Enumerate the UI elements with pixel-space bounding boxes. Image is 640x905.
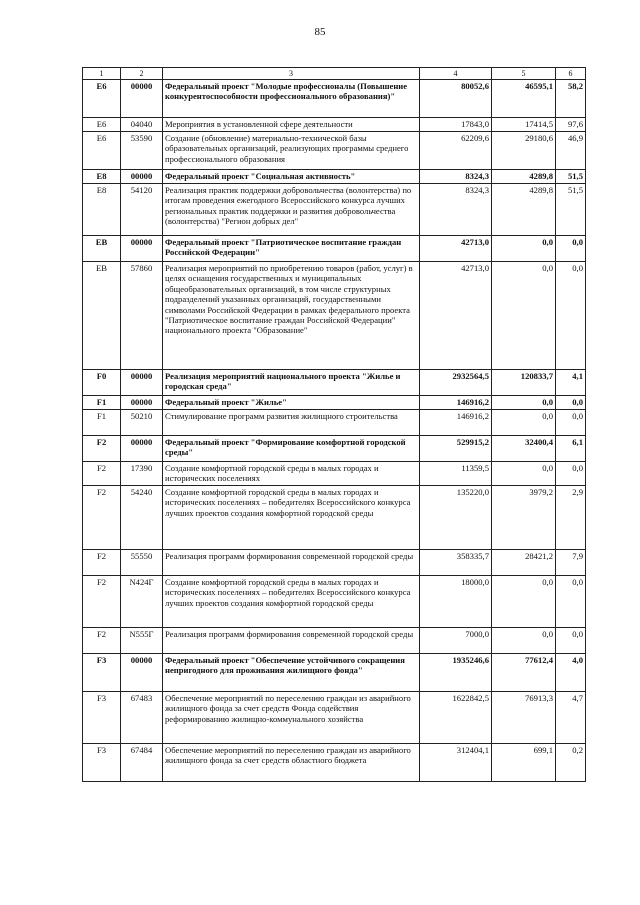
section-code-cell: F2: [83, 485, 121, 549]
item-name-cell: Создание комфортной городской среды в малых городах и исторических поселениях: [163, 462, 420, 486]
table-row: [83, 118, 586, 132]
execution-percent-cell: 4,1: [556, 370, 586, 396]
table-row: [83, 170, 586, 184]
planned-amount-cell: 146916,2: [420, 396, 492, 410]
section-code-cell: E8: [83, 170, 121, 184]
subsection-code-cell: 67484: [121, 743, 163, 781]
planned-amount-cell: 2932564,5: [420, 370, 492, 396]
section-code-cell: E6: [83, 118, 121, 132]
planned-amount-cell: 135220,0: [420, 485, 492, 549]
planned-amount-cell: 312404,1: [420, 743, 492, 781]
table-row: [83, 575, 586, 627]
item-name-cell: Создание (обновление) материально-технической базы образовательных организаций, реализующих программы среднего профессионального образования: [163, 132, 420, 170]
table-row: [83, 691, 586, 743]
table-body: [83, 80, 586, 782]
table-row: [83, 262, 586, 370]
table-row: [83, 549, 586, 575]
executed-amount-cell: 77612,4: [492, 653, 556, 691]
section-code-cell: E8: [83, 184, 121, 236]
item-name-cell: Реализация практик поддержки добровольчества (волонтерства) по итогам проведения ежегодного Всероссийского конкурса лучших региональных практик поддержки и развития добровольчества (волонтерства) "Регион добрых дел": [163, 184, 420, 236]
subsection-code-cell: 55550: [121, 549, 163, 575]
item-name-cell: Федеральный проект "Жилье": [163, 396, 420, 410]
section-code-cell: F2: [83, 627, 121, 653]
table-row: [83, 370, 586, 396]
planned-amount-cell: 8324,3: [420, 170, 492, 184]
execution-percent-cell: 97,6: [556, 118, 586, 132]
execution-percent-cell: 0,2: [556, 743, 586, 781]
section-code-cell: F2: [83, 549, 121, 575]
item-name-cell: Обеспечение мероприятий по переселению граждан из аварийного жилищного фонда за счет средств Фонда содействия реформированию жилищно-коммунального хозяйства: [163, 691, 420, 743]
executed-amount-cell: 0,0: [492, 236, 556, 262]
subsection-code-cell: 00000: [121, 396, 163, 410]
page-number: 85: [314, 26, 326, 38]
planned-amount-cell: 358335,7: [420, 549, 492, 575]
column-header: 6: [556, 68, 586, 80]
column-header: 2: [121, 68, 163, 80]
section-code-cell: F1: [83, 410, 121, 436]
planned-amount-cell: 18000,0: [420, 575, 492, 627]
column-header: 5: [492, 68, 556, 80]
section-code-cell: F2: [83, 462, 121, 486]
table-row: [83, 436, 586, 462]
subsection-code-cell: 50210: [121, 410, 163, 436]
item-name-cell: Федеральный проект "Обеспечение устойчивого сокращения непригодного для проживания жилищного фонда": [163, 653, 420, 691]
item-name-cell: Обеспечение мероприятий по переселению граждан из аварийного жилищного фонда за счет средств областного бюджета: [163, 743, 420, 781]
executed-amount-cell: 28421,2: [492, 549, 556, 575]
section-code-cell: EB: [83, 236, 121, 262]
subsection-code-cell: 00000: [121, 370, 163, 396]
executed-amount-cell: 0,0: [492, 462, 556, 486]
table-row: [83, 80, 586, 118]
item-name-cell: Реализация мероприятий национального проекта "Жилье и городская среда": [163, 370, 420, 396]
planned-amount-cell: 1622842,5: [420, 691, 492, 743]
execution-percent-cell: 0,0: [556, 410, 586, 436]
section-code-cell: F2: [83, 436, 121, 462]
table-row: [83, 396, 586, 410]
subsection-code-cell: 00000: [121, 653, 163, 691]
execution-percent-cell: 51,5: [556, 170, 586, 184]
section-code-cell: E6: [83, 80, 121, 118]
budget-table: [82, 67, 586, 782]
planned-amount-cell: 1935246,6: [420, 653, 492, 691]
subsection-code-cell: 00000: [121, 436, 163, 462]
executed-amount-cell: 699,1: [492, 743, 556, 781]
execution-percent-cell: 4,0: [556, 653, 586, 691]
executed-amount-cell: 17414,5: [492, 118, 556, 132]
table-header-row: [83, 68, 586, 80]
table-row: [83, 462, 586, 486]
item-name-cell: Реализация мероприятий по приобретению товаров (работ, услуг) в целях оснащения государственных и муниципальных общеобразовательных организаций, в том числе структурных подразделений указанных организаций, государственными символами Российской Федерации в рамках федерального проекта "Патриотическое воспитание граждан Российской Федерации" национального проекта "Образование": [163, 262, 420, 370]
subsection-code-cell: 04040: [121, 118, 163, 132]
section-code-cell: F2: [83, 575, 121, 627]
executed-amount-cell: 29180,6: [492, 132, 556, 170]
item-name-cell: Федеральный проект "Формирование комфортной городской среды": [163, 436, 420, 462]
executed-amount-cell: 3979,2: [492, 485, 556, 549]
column-header: 3: [163, 68, 420, 80]
planned-amount-cell: 42713,0: [420, 262, 492, 370]
executed-amount-cell: 46595,1: [492, 80, 556, 118]
planned-amount-cell: 7000,0: [420, 627, 492, 653]
execution-percent-cell: 0,0: [556, 396, 586, 410]
subsection-code-cell: 00000: [121, 80, 163, 118]
execution-percent-cell: 51,5: [556, 184, 586, 236]
item-name-cell: Реализация программ формирования современной городской среды: [163, 549, 420, 575]
section-code-cell: E6: [83, 132, 121, 170]
table-row: [83, 627, 586, 653]
executed-amount-cell: 4289,8: [492, 170, 556, 184]
column-header: 1: [83, 68, 121, 80]
subsection-code-cell: 00000: [121, 236, 163, 262]
subsection-code-cell: N424Г: [121, 575, 163, 627]
item-name-cell: Мероприятия в установленной сфере деятельности: [163, 118, 420, 132]
executed-amount-cell: 0,0: [492, 262, 556, 370]
executed-amount-cell: 32400,4: [492, 436, 556, 462]
section-code-cell: F3: [83, 743, 121, 781]
subsection-code-cell: 00000: [121, 170, 163, 184]
table-row: [83, 743, 586, 781]
item-name-cell: Федеральный проект "Социальная активность": [163, 170, 420, 184]
planned-amount-cell: 11359,5: [420, 462, 492, 486]
planned-amount-cell: 80052,6: [420, 80, 492, 118]
item-name-cell: Создание комфортной городской среды в малых городах и исторических поселениях – победителях Всероссийского конкурса лучших проектов создания комфортной городской среды: [163, 575, 420, 627]
planned-amount-cell: 146916,2: [420, 410, 492, 436]
executed-amount-cell: 0,0: [492, 627, 556, 653]
table-row: [83, 653, 586, 691]
table-row: [83, 236, 586, 262]
column-header: 4: [420, 68, 492, 80]
executed-amount-cell: 0,0: [492, 410, 556, 436]
section-code-cell: F3: [83, 691, 121, 743]
table-row: [83, 485, 586, 549]
planned-amount-cell: 8324,3: [420, 184, 492, 236]
subsection-code-cell: 17390: [121, 462, 163, 486]
item-name-cell: Реализация программ формирования современной городской среды: [163, 627, 420, 653]
subsection-code-cell: N555Г: [121, 627, 163, 653]
execution-percent-cell: 58,2: [556, 80, 586, 118]
section-code-cell: F0: [83, 370, 121, 396]
item-name-cell: Федеральный проект "Молодые профессионалы (Повышение конкурентоспособности профессионального образования)": [163, 80, 420, 118]
executed-amount-cell: 76913,3: [492, 691, 556, 743]
execution-percent-cell: 46,9: [556, 132, 586, 170]
section-code-cell: EB: [83, 262, 121, 370]
section-code-cell: F3: [83, 653, 121, 691]
subsection-code-cell: 54240: [121, 485, 163, 549]
subsection-code-cell: 57860: [121, 262, 163, 370]
subsection-code-cell: 53590: [121, 132, 163, 170]
executed-amount-cell: 4289,8: [492, 184, 556, 236]
execution-percent-cell: 0,0: [556, 236, 586, 262]
execution-percent-cell: 2,9: [556, 485, 586, 549]
item-name-cell: Стимулирование программ развития жилищного строительства: [163, 410, 420, 436]
executed-amount-cell: 0,0: [492, 575, 556, 627]
item-name-cell: Создание комфортной городской среды в малых городах и исторических поселениях – победителях Всероссийского конкурса лучших проектов создания комфортной городской среды: [163, 485, 420, 549]
executed-amount-cell: 0,0: [492, 396, 556, 410]
subsection-code-cell: 67483: [121, 691, 163, 743]
execution-percent-cell: 0,0: [556, 462, 586, 486]
execution-percent-cell: 0,0: [556, 262, 586, 370]
item-name-cell: Федеральный проект "Патриотическое воспитание граждан Российской Федерации": [163, 236, 420, 262]
execution-percent-cell: 0,0: [556, 575, 586, 627]
execution-percent-cell: 6,1: [556, 436, 586, 462]
table-row: [83, 132, 586, 170]
execution-percent-cell: 7,9: [556, 549, 586, 575]
planned-amount-cell: 529915,2: [420, 436, 492, 462]
execution-percent-cell: 0,0: [556, 627, 586, 653]
table-row: [83, 410, 586, 436]
subsection-code-cell: 54120: [121, 184, 163, 236]
section-code-cell: F1: [83, 396, 121, 410]
table-row: [83, 184, 586, 236]
planned-amount-cell: 17843,0: [420, 118, 492, 132]
executed-amount-cell: 120833,7: [492, 370, 556, 396]
execution-percent-cell: 4,7: [556, 691, 586, 743]
planned-amount-cell: 42713,0: [420, 236, 492, 262]
planned-amount-cell: 62209,6: [420, 132, 492, 170]
